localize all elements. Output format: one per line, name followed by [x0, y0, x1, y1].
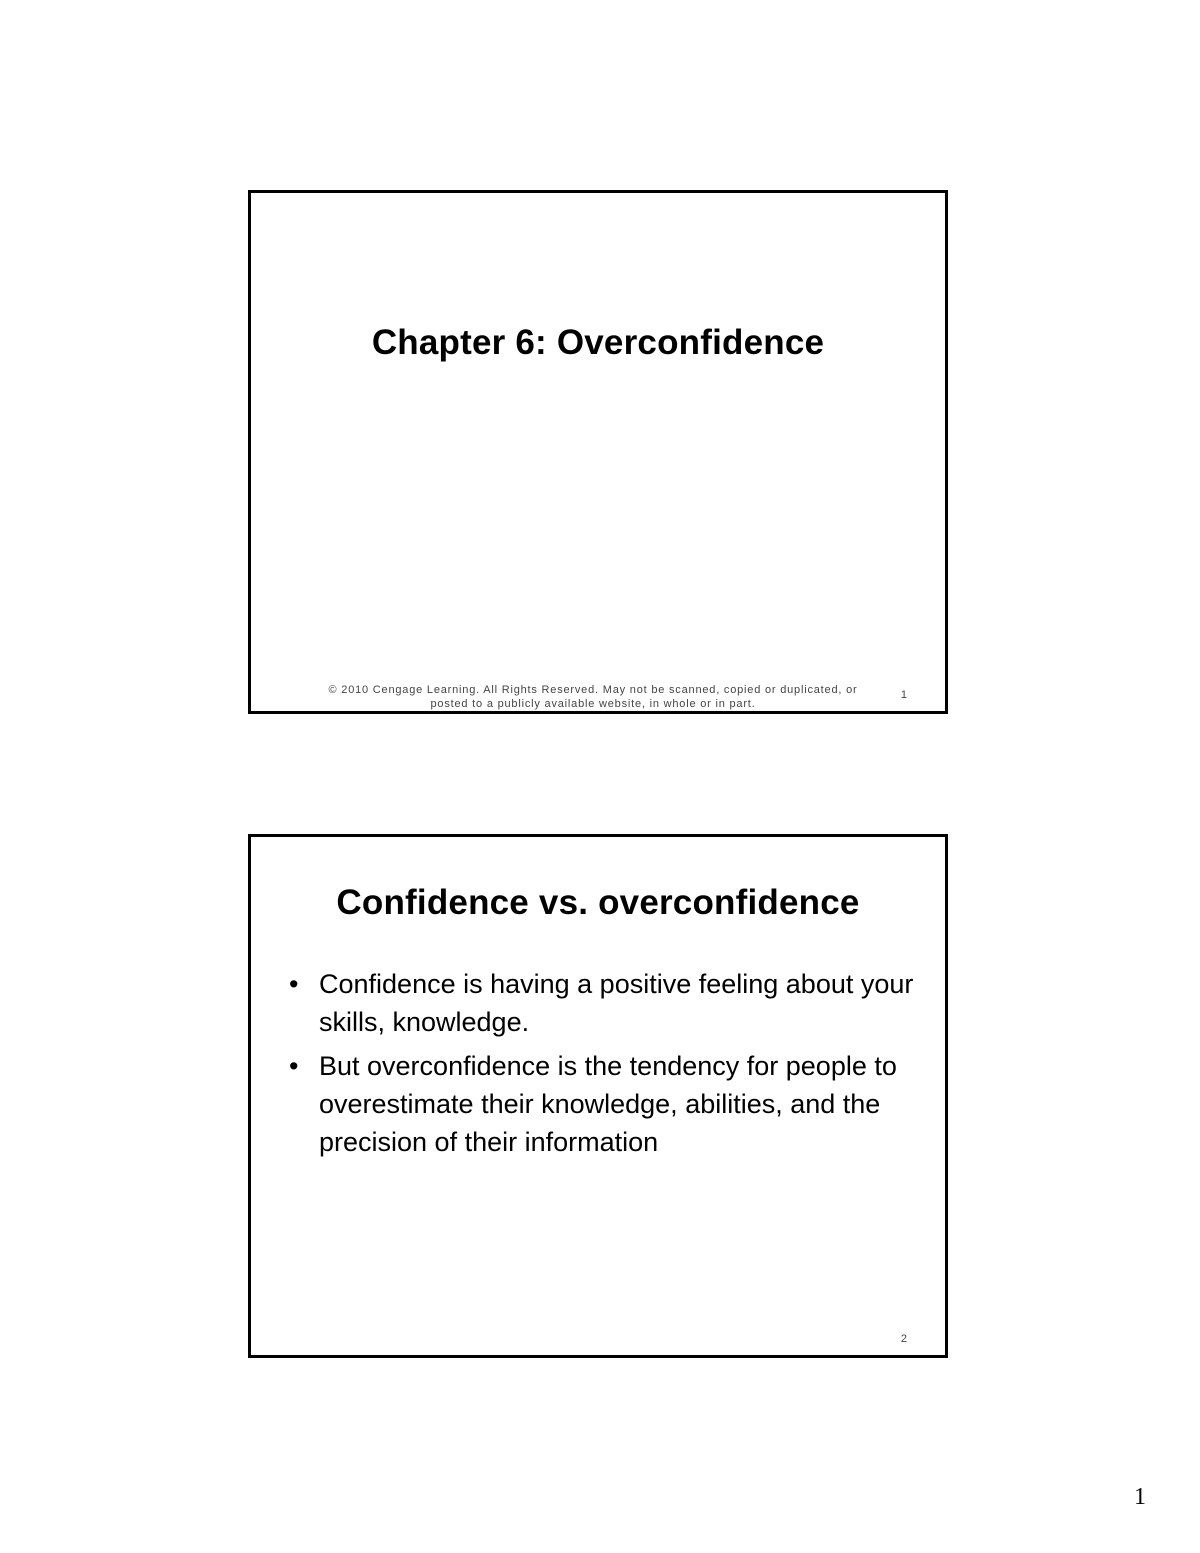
copyright-line-1: © 2010 Cengage Learning. All Rights Reserved. May not be scanned, copied or duplicated, or — [328, 684, 858, 696]
bullet-icon: • — [289, 969, 299, 999]
list-item — [289, 1047, 915, 1161]
page-number: 1 — [1134, 1484, 1146, 1510]
slide-title: Chapter 6: Overconfidence — [371, 323, 825, 362]
bullet-text: But overconfidence is the tendency for people to overestimate their knowledge, abilities, and the precision of their information — [319, 1051, 897, 1157]
slide-number: 2 — [900, 1333, 907, 1345]
bullet-icon: • — [289, 1051, 299, 1081]
slide-1 — [248, 190, 948, 714]
bullet-list — [289, 965, 915, 1167]
slide-2 — [248, 834, 948, 1358]
slide-number: 1 — [900, 689, 907, 701]
copyright-line-2: posted to a publicly available website, in whole or in part. — [430, 698, 756, 710]
slide-title: Confidence vs. overconfidence — [336, 883, 860, 922]
copyright-footer — [311, 683, 875, 711]
list-item — [289, 965, 915, 1041]
bullet-text: Confidence is having a positive feeling about your skills, knowledge. — [319, 969, 914, 1037]
